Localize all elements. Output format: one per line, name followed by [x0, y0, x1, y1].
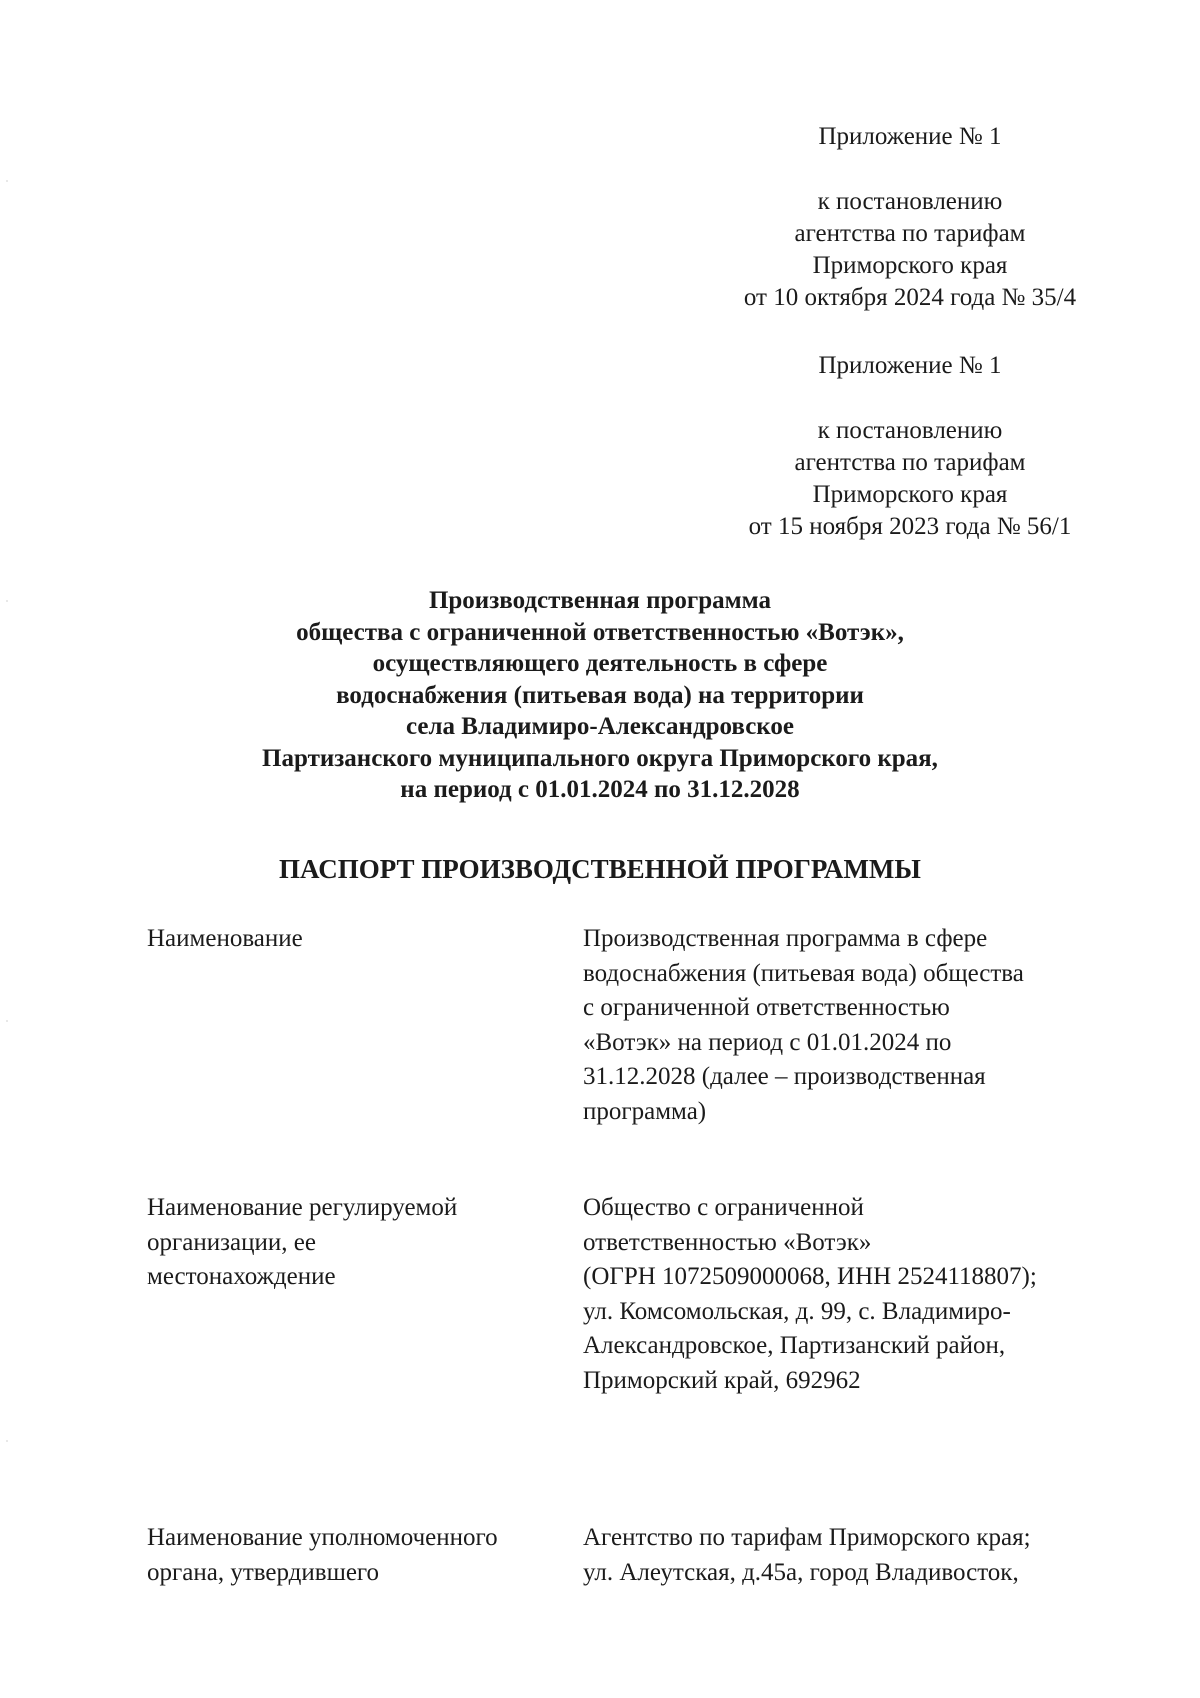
value-line: (ОГРН 1072509000068, ИНН 2524118807); — [583, 1263, 1037, 1290]
approval-spacer — [700, 382, 1120, 415]
approval-line: Приморского края — [812, 481, 1008, 508]
approval-line: к постановлению — [817, 188, 1003, 215]
label-line: местонахождение — [147, 1263, 336, 1290]
passport-row-label — [147, 922, 567, 957]
label-line: организации, ее — [147, 1228, 316, 1256]
approval-line: агентства по тарифам — [794, 449, 1026, 476]
approval-note-previous — [700, 350, 1120, 543]
value-line: Общество с ограниченной — [583, 1194, 864, 1221]
title-line: Производственная программа — [428, 587, 772, 614]
title-line: Партизанского муниципального округа Приморского края, — [262, 744, 938, 772]
approval-line: к постановлению — [817, 417, 1003, 444]
approval-line: агентства по тарифам — [794, 220, 1026, 247]
program-title — [150, 585, 1050, 806]
value-line: ул. Комсомольская, д. 99, с. Владимиро- — [583, 1297, 1011, 1325]
value-line: Приморский край, 692962 — [583, 1366, 861, 1394]
title-line: общества с ограниченной ответственностью «Вотэк», — [296, 618, 904, 646]
label-line: Наименование — [147, 925, 303, 952]
approval-line: Приложение № 1 — [818, 123, 1002, 150]
passport-row-value — [583, 1191, 1103, 1398]
value-line: с ограниченной ответственностью — [583, 994, 950, 1021]
value-line: Производственная программа в сфере — [583, 925, 988, 952]
value-line: программа) — [583, 1097, 707, 1125]
value-line: ул. Алеутская, д.45а, город Владивосток, — [583, 1558, 1019, 1586]
approval-note-current — [700, 121, 1120, 314]
title-line: села Владимиро-Александровское — [406, 713, 794, 740]
passport-heading: ПАСПОРТ ПРОИЗВОДСТВЕННОЙ ПРОГРАММЫ — [279, 854, 921, 884]
value-line: 31.12.2028 (далее – производственная — [583, 1063, 986, 1090]
passport-row-value — [583, 922, 1103, 1129]
passport-row-label — [147, 1521, 567, 1590]
value-line: Александровское, Партизанский район, — [583, 1332, 1006, 1359]
title-line: на период с 01.01.2024 по 31.12.2028 — [400, 776, 800, 803]
title-line: осуществляющего деятельность в сфере — [372, 650, 828, 677]
scan-edge-artifact — [6, 0, 8, 1698]
approval-date-line: от 10 октября 2024 года № 35/4 — [743, 284, 1077, 311]
value-line: ответственностью «Вотэк» — [583, 1228, 872, 1256]
approval-line: Приложение № 1 — [818, 352, 1002, 379]
passport-row-label — [147, 1191, 567, 1295]
value-line: «Вотэк» на период с 01.01.2024 по — [583, 1028, 952, 1056]
approval-spacer — [700, 153, 1120, 186]
value-line: водоснабжения (питьевая вода) общества — [583, 959, 1024, 987]
value-line: Агентство по тарифам Приморского края; — [583, 1524, 1031, 1551]
label-line: Наименование уполномоченного — [147, 1524, 498, 1551]
label-line: органа, утвердившего — [147, 1558, 380, 1586]
label-line: Наименование регулируемой — [147, 1194, 458, 1221]
approval-date-line: от 15 ноября 2023 года № 56/1 — [748, 513, 1072, 540]
passport-row-value — [583, 1521, 1103, 1590]
approval-line: Приморского края — [812, 252, 1008, 279]
title-line: водоснабжения (питьевая вода) на территории — [336, 681, 864, 709]
